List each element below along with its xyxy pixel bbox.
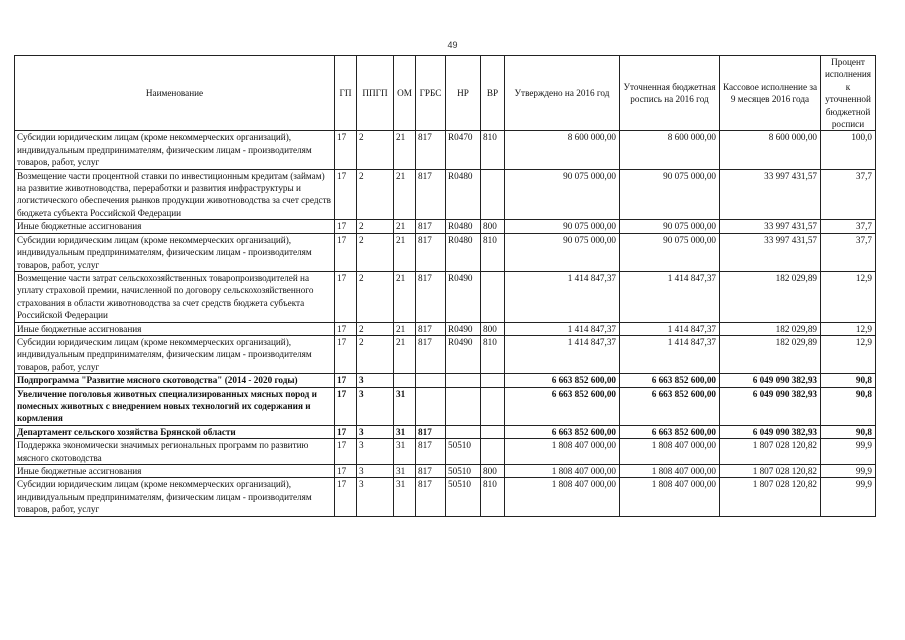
cell-approved: 8 600 000,00 (505, 131, 620, 169)
cell-name: Субсидии юридическим лицам (кроме некоммерческих организаций), индивидуальным предпринимателям, физическим лицам - производителям товаров, работ, услуг (15, 335, 335, 373)
cell-ppgp: 2 (357, 322, 394, 335)
cell-gp: 17 (335, 233, 357, 271)
cell-nr: 50510 (446, 478, 481, 516)
header-approved: Утверждено на 2016 год (505, 56, 620, 131)
header-refined: Уточненная бюджетная роспись на 2016 год (620, 56, 720, 131)
cell-cash: 33 997 431,57 (720, 220, 821, 233)
cell-grbs: 817 (416, 425, 446, 438)
cell-om: 31 (394, 439, 416, 465)
cell-nr: R0480 (446, 233, 481, 271)
cell-nr: R0490 (446, 335, 481, 373)
cell-approved: 90 075 000,00 (505, 220, 620, 233)
cell-grbs: 817 (416, 220, 446, 233)
table-row (15, 271, 876, 322)
cell-name: Субсидии юридическим лицам (кроме некоммерческих организаций), индивидуальным предпринимателям, физическим лицам - производителям товаров, работ, услуг (15, 131, 335, 169)
cell-refined: 6 663 852 600,00 (620, 425, 720, 438)
cell-vr: 810 (481, 478, 505, 516)
cell-refined: 1 808 407 000,00 (620, 439, 720, 465)
cell-ppgp: 2 (357, 220, 394, 233)
table-row (15, 322, 876, 335)
cell-approved: 6 663 852 600,00 (505, 387, 620, 425)
cell-grbs: 817 (416, 322, 446, 335)
cell-om: 31 (394, 478, 416, 516)
cell-name: Субсидии юридическим лицам (кроме некоммерческих организаций), индивидуальным предпринимателям, физическим лицам - производителям товаров, работ, услуг (15, 478, 335, 516)
cell-approved: 1 414 847,37 (505, 271, 620, 322)
table-row (15, 335, 876, 373)
cell-nr: R0470 (446, 131, 481, 169)
cell-cash: 8 600 000,00 (720, 131, 821, 169)
cell-nr: R0490 (446, 271, 481, 322)
cell-gp: 17 (335, 374, 357, 387)
cell-gp: 17 (335, 335, 357, 373)
cell-nr: 50510 (446, 465, 481, 478)
cell-refined: 90 075 000,00 (620, 169, 720, 220)
table-row (15, 131, 876, 169)
cell-grbs: 817 (416, 233, 446, 271)
cell-gp: 17 (335, 425, 357, 438)
cell-grbs: 817 (416, 169, 446, 220)
cell-approved: 6 663 852 600,00 (505, 374, 620, 387)
cell-ppgp: 3 (357, 425, 394, 438)
cell-name: Поддержка экономически значимых региональных программ по развитию мясного скотоводства (15, 439, 335, 465)
header-cash: Кассовое исполнение за 9 месяцев 2016 года (720, 56, 821, 131)
cell-om: 31 (394, 387, 416, 425)
cell-gp: 17 (335, 169, 357, 220)
cell-cash: 6 049 090 382,93 (720, 425, 821, 438)
cell-refined: 1 808 407 000,00 (620, 478, 720, 516)
cell-vr (481, 374, 505, 387)
cell-nr: R0480 (446, 220, 481, 233)
cell-percent: 99,9 (821, 439, 876, 465)
cell-name: Увеличение поголовья животных специализированных мясных пород и помесных животных с внедрением новых технологий их содержания и кормления (15, 387, 335, 425)
cell-grbs: 817 (416, 478, 446, 516)
cell-ppgp: 2 (357, 131, 394, 169)
cell-percent: 99,9 (821, 465, 876, 478)
header-row (15, 56, 876, 131)
cell-ppgp: 3 (357, 465, 394, 478)
cell-grbs (416, 374, 446, 387)
cell-approved: 1 808 407 000,00 (505, 439, 620, 465)
table-row (15, 425, 876, 438)
cell-approved: 1 808 407 000,00 (505, 478, 620, 516)
cell-cash: 182 029,89 (720, 322, 821, 335)
table-row (15, 220, 876, 233)
cell-approved: 1 414 847,37 (505, 322, 620, 335)
cell-percent: 100,0 (821, 131, 876, 169)
cell-name: Иные бюджетные ассигнования (15, 322, 335, 335)
cell-vr: 800 (481, 465, 505, 478)
cell-percent: 12,9 (821, 322, 876, 335)
cell-refined: 90 075 000,00 (620, 233, 720, 271)
cell-refined: 1 414 847,37 (620, 335, 720, 373)
cell-name: Возмещение части процентной ставки по инвестиционным кредитам (займам) на развитие животноводства, переработки и развития инфраструктуры и логистического обеспечения рынков продукции животноводства за счет средств бюджета субъекта Российской Федерации (15, 169, 335, 220)
cell-refined: 1 808 407 000,00 (620, 465, 720, 478)
cell-nr: R0480 (446, 169, 481, 220)
cell-gp: 17 (335, 387, 357, 425)
cell-vr (481, 439, 505, 465)
cell-om: 21 (394, 271, 416, 322)
cell-vr (481, 425, 505, 438)
cell-refined: 6 663 852 600,00 (620, 387, 720, 425)
cell-gp: 17 (335, 322, 357, 335)
cell-refined: 6 663 852 600,00 (620, 374, 720, 387)
cell-approved: 90 075 000,00 (505, 233, 620, 271)
cell-ppgp: 3 (357, 374, 394, 387)
cell-om: 21 (394, 233, 416, 271)
cell-ppgp: 2 (357, 335, 394, 373)
cell-percent: 12,9 (821, 271, 876, 322)
header-nr: НР (446, 56, 481, 131)
header-gp: ГП (335, 56, 357, 131)
header-name: Наименование (15, 56, 335, 131)
cell-percent: 90,8 (821, 374, 876, 387)
cell-cash: 33 997 431,57 (720, 169, 821, 220)
table-row (15, 233, 876, 271)
cell-vr: 810 (481, 335, 505, 373)
header-percent: Процент исполнения к уточненной бюджетной росписи (821, 56, 876, 131)
table-row (15, 478, 876, 516)
cell-ppgp: 3 (357, 387, 394, 425)
cell-grbs: 817 (416, 335, 446, 373)
cell-cash: 6 049 090 382,93 (720, 387, 821, 425)
cell-cash: 6 049 090 382,93 (720, 374, 821, 387)
cell-vr: 800 (481, 220, 505, 233)
header-vr: ВР (481, 56, 505, 131)
cell-nr: 50510 (446, 439, 481, 465)
cell-vr (481, 271, 505, 322)
cell-grbs: 817 (416, 131, 446, 169)
cell-percent: 37,7 (821, 233, 876, 271)
cell-ppgp: 2 (357, 169, 394, 220)
cell-name: Департамент сельского хозяйства Брянской области (15, 425, 335, 438)
cell-om: 31 (394, 425, 416, 438)
cell-gp: 17 (335, 478, 357, 516)
cell-approved: 1 414 847,37 (505, 335, 620, 373)
cell-name: Возмещение части затрат сельскохозяйственных товаропроизводителей на уплату страховой премии, начисленной по договору сельскохозяйственного страхования в области животноводства за счет средств бюджета субъекта Российской Федерации (15, 271, 335, 322)
cell-vr: 810 (481, 131, 505, 169)
cell-ppgp: 3 (357, 478, 394, 516)
cell-ppgp: 2 (357, 233, 394, 271)
cell-percent: 37,7 (821, 169, 876, 220)
cell-percent: 99,9 (821, 478, 876, 516)
cell-percent: 37,7 (821, 220, 876, 233)
cell-cash: 182 029,89 (720, 335, 821, 373)
cell-percent: 12,9 (821, 335, 876, 373)
cell-gp: 17 (335, 465, 357, 478)
cell-om (394, 374, 416, 387)
table-row (15, 374, 876, 387)
cell-approved: 6 663 852 600,00 (505, 425, 620, 438)
cell-ppgp: 2 (357, 271, 394, 322)
cell-name: Иные бюджетные ассигнования (15, 465, 335, 478)
cell-grbs (416, 387, 446, 425)
cell-om: 21 (394, 220, 416, 233)
cell-gp: 17 (335, 439, 357, 465)
table-row (15, 387, 876, 425)
cell-refined: 8 600 000,00 (620, 131, 720, 169)
table-row (15, 169, 876, 220)
cell-refined: 1 414 847,37 (620, 322, 720, 335)
cell-gp: 17 (335, 131, 357, 169)
cell-name: Субсидии юридическим лицам (кроме некоммерческих организаций), индивидуальным предпринимателям, физическим лицам - производителям товаров, работ, услуг (15, 233, 335, 271)
cell-refined: 1 414 847,37 (620, 271, 720, 322)
cell-approved: 1 808 407 000,00 (505, 465, 620, 478)
header-grbs: ГРБС (416, 56, 446, 131)
page-number: 49 (447, 40, 458, 50)
cell-vr: 810 (481, 233, 505, 271)
cell-cash: 182 029,89 (720, 271, 821, 322)
cell-name: Иные бюджетные ассигнования (15, 220, 335, 233)
cell-om: 31 (394, 465, 416, 478)
table-row (15, 439, 876, 465)
cell-percent: 90,8 (821, 387, 876, 425)
cell-cash: 1 807 028 120,82 (720, 478, 821, 516)
cell-nr (446, 374, 481, 387)
cell-name: Подпрограмма "Развитие мясного скотоводства" (2014 - 2020 годы) (15, 374, 335, 387)
cell-vr (481, 169, 505, 220)
cell-gp: 17 (335, 220, 357, 233)
cell-ppgp: 3 (357, 439, 394, 465)
cell-om: 21 (394, 169, 416, 220)
header-ppgp: ППГП (357, 56, 394, 131)
cell-cash: 1 807 028 120,82 (720, 439, 821, 465)
cell-cash: 1 807 028 120,82 (720, 465, 821, 478)
cell-vr: 800 (481, 322, 505, 335)
cell-vr (481, 387, 505, 425)
cell-grbs: 817 (416, 271, 446, 322)
cell-refined: 90 075 000,00 (620, 220, 720, 233)
cell-nr (446, 425, 481, 438)
cell-nr (446, 387, 481, 425)
cell-om: 21 (394, 335, 416, 373)
cell-nr: R0490 (446, 322, 481, 335)
budget-table (14, 55, 876, 517)
header-om: ОМ (394, 56, 416, 131)
cell-om: 21 (394, 322, 416, 335)
cell-percent: 90,8 (821, 425, 876, 438)
table-row (15, 465, 876, 478)
cell-cash: 33 997 431,57 (720, 233, 821, 271)
cell-grbs: 817 (416, 465, 446, 478)
cell-om: 21 (394, 131, 416, 169)
cell-grbs: 817 (416, 439, 446, 465)
cell-gp: 17 (335, 271, 357, 322)
cell-approved: 90 075 000,00 (505, 169, 620, 220)
